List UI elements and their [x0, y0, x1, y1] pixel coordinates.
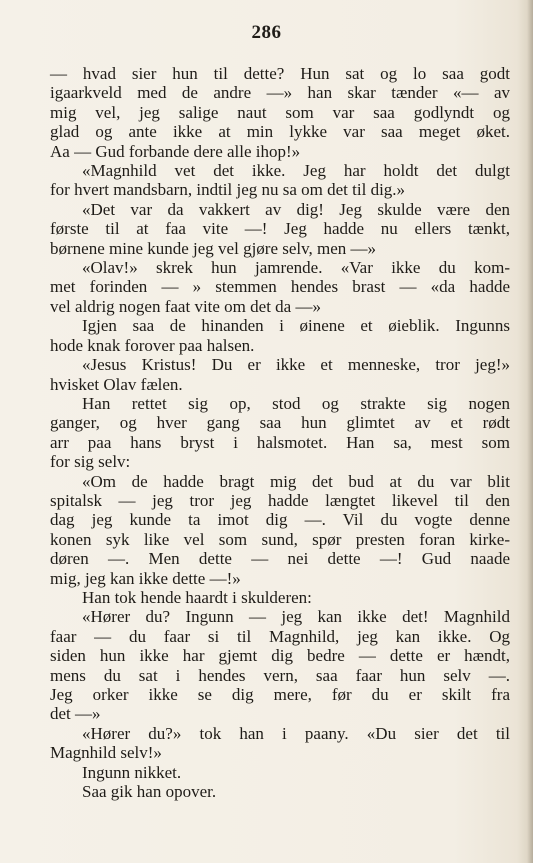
text-line: «Olav!» skrek hun jamrende. «Var ikke du kom- [82, 258, 510, 278]
text-line: børnene mine kunde jeg vel gjøre selv, men —» [50, 238, 377, 258]
text-line: Jeg orker ikke se dig mere, før du er skilt fra [50, 685, 510, 704]
text-line: Magnhild selv!» [50, 743, 162, 763]
text-line: Han rettet sig op, stod og strakte sig nogen [82, 393, 510, 413]
text-line: Saa gik han opover. [82, 782, 217, 802]
text-line: konen syk like vel som sund, spør presten foran kirke- [50, 529, 510, 549]
page-edge-shadow [527, 0, 533, 863]
text-line: det —» [50, 704, 101, 724]
text-line: hode knak forover paa halsen. [50, 335, 255, 355]
body-text [50, 64, 510, 801]
text-line: vel aldrig nogen faat vite om det da —» [50, 296, 321, 316]
text-line: met forinden — » stemmen hendes brast — «da hadde [50, 277, 510, 297]
text-line: ganger, og hver gang saa hun glimtet av et rødt [50, 413, 510, 433]
text-line: mig, jeg kan ikke dette —!» [50, 568, 241, 588]
text-line: mig vel, jeg salige naut som var saa godlyndt og [50, 102, 510, 122]
text-line: dag jeg kunde ta imot dig —. Vil du vogte denne [50, 510, 510, 530]
text-line: «Magnhild vet det ikke. Jeg har holdt det dulgt [82, 161, 510, 181]
text-line: Han tok hende haardt i skulderen: [82, 587, 312, 607]
text-line: — hvad sier hun til dette? Hun sat og lo saa godt [50, 64, 510, 83]
text-line: Aa — Gud forbande dere alle ihop!» [50, 141, 301, 161]
text-line: faar — du faar si til Magnhild, jeg kan ikke. Og [50, 626, 510, 646]
text-line: første til at faa vite —! Jeg hadde nu ellers tænkt, [50, 219, 510, 239]
text-line: Igjen saa de hinanden i øinene et øieblik. Ingunns [82, 316, 510, 336]
text-line: «Hører du? Ingunn — jeg kan ikke det! Magnhild [82, 607, 510, 627]
text-line: arr paa hans bryst i halsmotet. Han sa, mest som [50, 432, 510, 452]
text-line: Ingunn nikket. [82, 762, 182, 782]
text-line: mens du sat i hendes vern, saa faar hun selv —. [50, 665, 510, 685]
text-line: siden hun ikke har gjemt dig bedre — dette er hændt, [50, 646, 510, 666]
text-line: hvisket Olav fælen. [50, 374, 183, 394]
text-line: for hvert mandsbarn, indtil jeg nu sa om det til dig.» [50, 180, 406, 200]
text-line: «Om de hadde bragt mig det bud at du var blit [82, 471, 510, 491]
text-line: for sig selv: [50, 452, 131, 472]
text-line: døren —. Men dette — nei dette —! Gud naade [50, 549, 510, 569]
text-line: igaarkveld med de andre —» han skar tænder «— av [50, 83, 510, 103]
text-line: glad og ante ikke at min lykke var saa meget øket. [50, 122, 510, 142]
text-line: «Hører du?» tok han i paany. «Du sier det til [82, 723, 510, 743]
page-number: 286 [251, 22, 282, 43]
text-line: «Det var da vakkert av dig! Jeg skulde være den [82, 199, 510, 219]
text-line: spitalsk — jeg tror jeg hadde længtet likevel til den [50, 490, 510, 510]
text-line: «Jesus Kristus! Du er ikke et menneske, tror jeg!» [82, 355, 510, 375]
